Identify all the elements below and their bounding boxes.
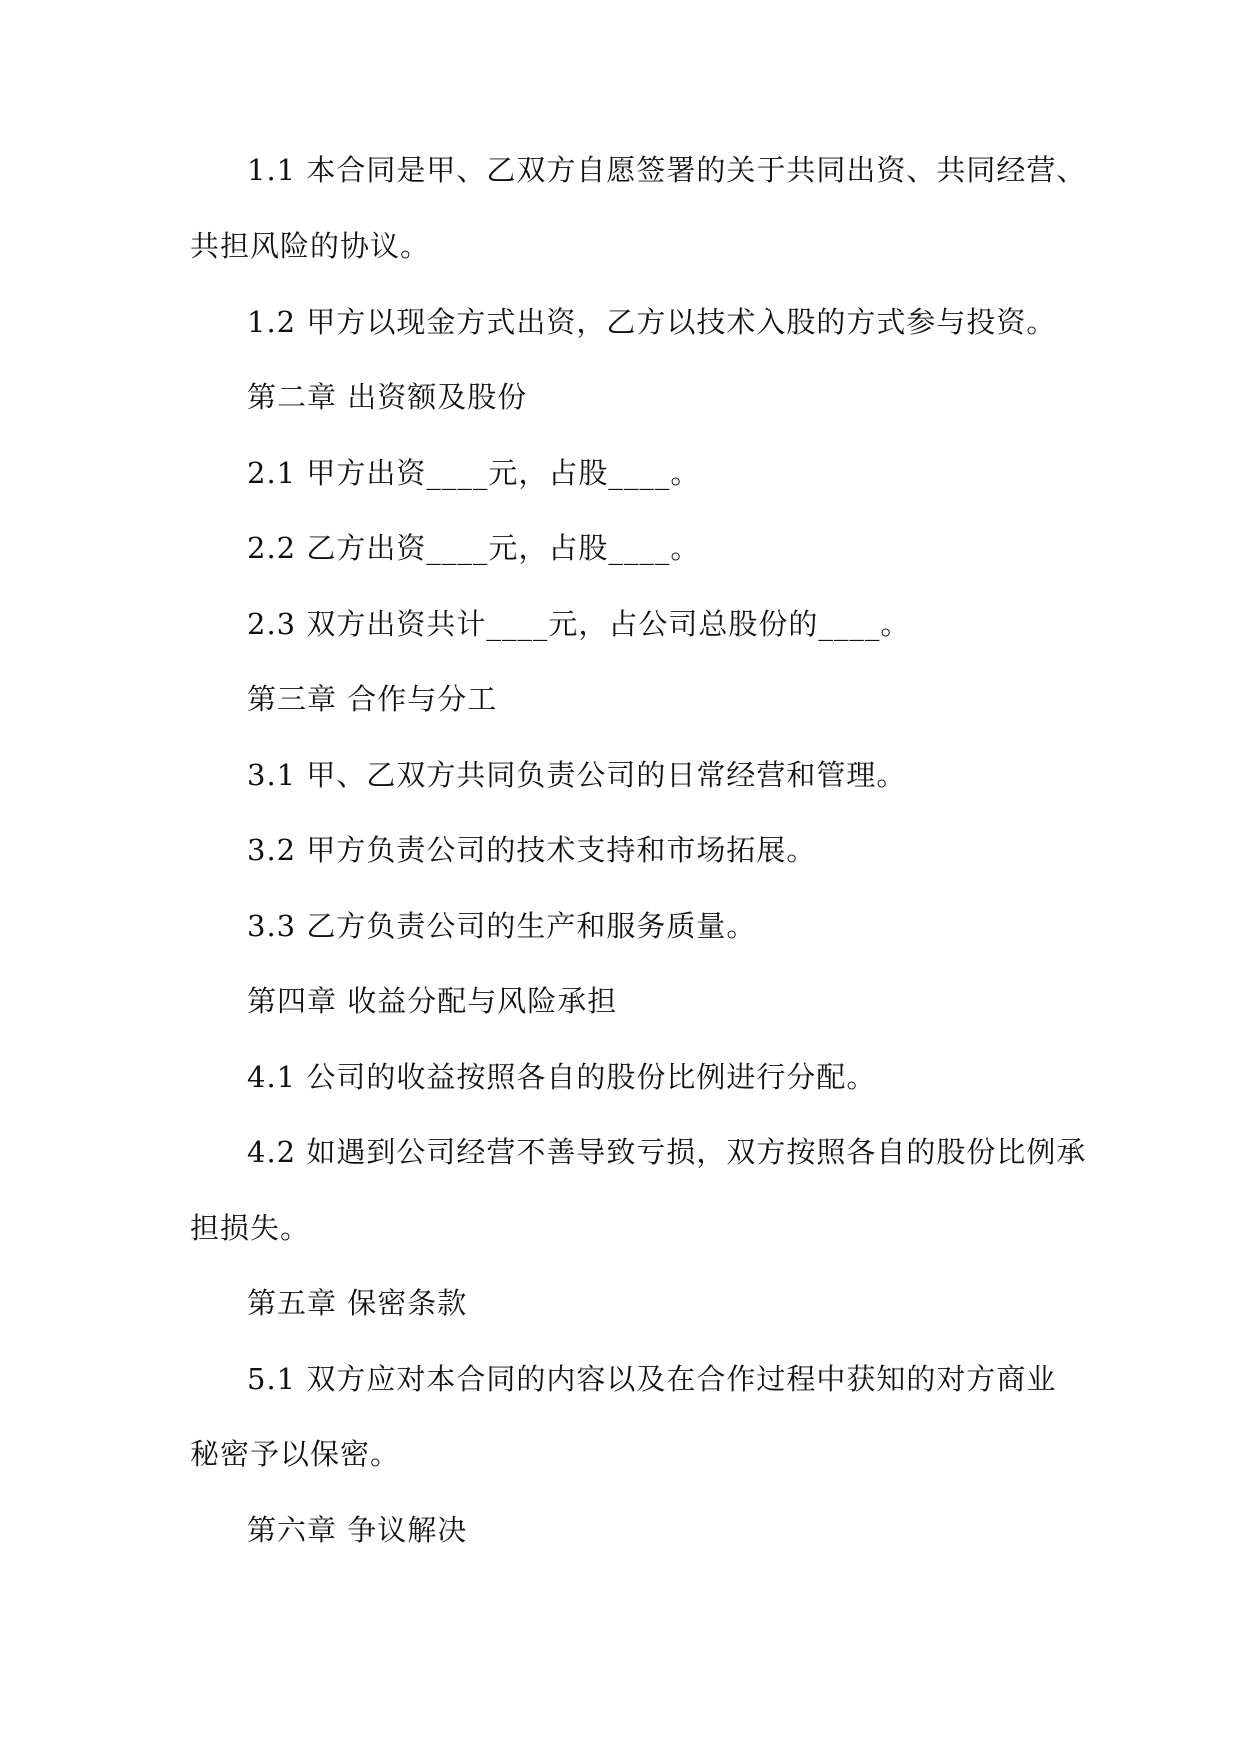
clause-2-3-text: 2.3 双方出资共计____元，占公司总股份的____。 — [247, 607, 911, 641]
chapter-5-heading: 第五章 保密条款 — [247, 1286, 468, 1320]
clause-4-1-text: 4.1 公司的收益按照各自的股份比例进行分配。 — [247, 1060, 877, 1094]
clause-1-1-text: 1.1 本合同是甲、乙双方自愿签署的关于共同出资、共同经营、 — [247, 153, 1087, 187]
clause-5-1-text: 5.1 双方应对本合同的内容以及在合作过程中获知的对方商业 — [247, 1362, 1057, 1396]
clause-2-1-text: 2.1 甲方出资____元，占股____。 — [247, 456, 701, 490]
clause-4-2-text: 4.2 如遇到公司经营不善导致亏损，双方按照各自的股份比例承 — [247, 1135, 1087, 1169]
chapter-2-heading: 第二章 出资额及股份 — [247, 380, 528, 414]
clause-1-1-continuation: 共担风险的协议。 — [190, 229, 431, 263]
clause-3-3-text: 3.3 乙方负责公司的生产和服务质量。 — [247, 909, 757, 943]
clause-4-2-continuation: 担损失。 — [190, 1211, 311, 1245]
chapter-4-heading: 第四章 收益分配与风险承担 — [247, 984, 618, 1018]
clause-2-2-text: 2.2 乙方出资____元，占股____。 — [247, 531, 701, 565]
clause-3-2-text: 3.2 甲方负责公司的技术支持和市场拓展。 — [247, 833, 817, 867]
chapter-6-heading: 第六章 争议解决 — [247, 1513, 468, 1547]
clause-3-1-text: 3.1 甲、乙双方共同负责公司的日常经营和管理。 — [247, 758, 907, 792]
clause-5-1-continuation: 秘密予以保密。 — [190, 1437, 401, 1471]
clause-1-2-text: 1.2 甲方以现金方式出资，乙方以技术入股的方式参与投资。 — [247, 305, 1057, 339]
chapter-3-heading: 第三章 合作与分工 — [247, 682, 498, 716]
